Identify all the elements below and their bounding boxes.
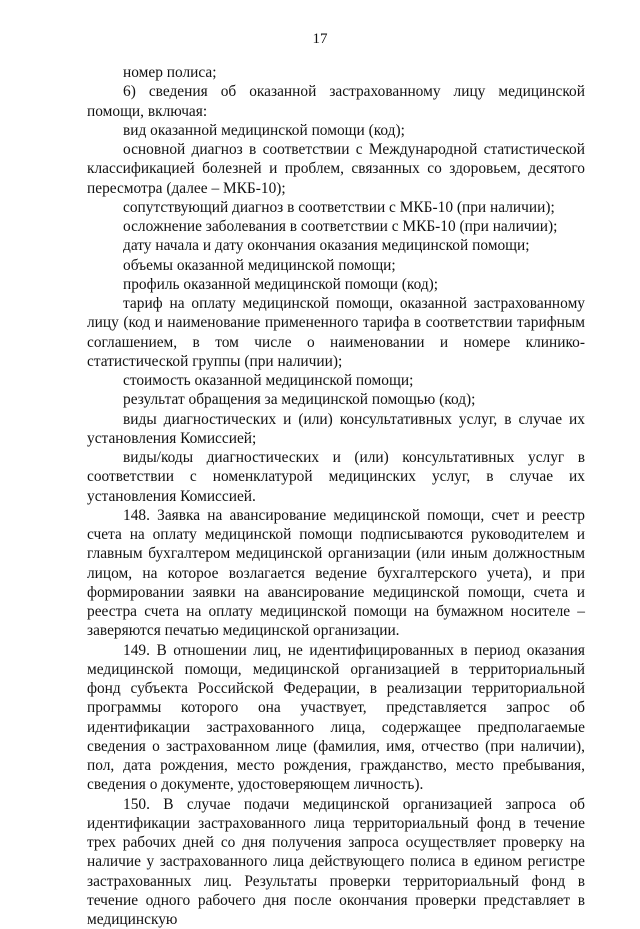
document-body: [87, 63, 585, 929]
list-item-care-type: вид оказанной медицинской помощи (код);: [87, 121, 585, 140]
page-number: 17: [0, 31, 640, 48]
list-item-service-codes: виды/коды диагностических и (или) консультативных услуг в соответствии с номенклатурой медицинских услуг, в случае их установления Комиссией.: [87, 448, 585, 506]
list-item-care-dates: дату начала и дату окончания оказания медицинской помощи;: [87, 236, 585, 255]
list-item-outcome: результат обращения за медицинской помощью (код);: [87, 390, 585, 409]
list-item-concomitant-diagnosis: сопутствующий диагноз в соответствии с МКБ-10 (при наличии);: [87, 198, 585, 217]
list-item-tariff: тариф на оплату медицинской помощи, оказанной застрахованному лицу (код и наименование примененного тарифа в соответствии тарифным соглашением, в том числе о наименовании и номере клинико-статистической группы (при наличии);: [87, 294, 585, 371]
paragraph-149: 149. В отношении лиц, не идентифицированных в период оказания медицинской помощи, медицинской организацией в территориальный фонд субъекта Российской Федерации, в реализации территориальной программы которого она участвует, представляется запрос об идентификации застрахованного лица, содержащее предполагаемые сведения о застрахованном лице (фамилия, имя, отчество (при наличии), пол, дата рождения, место рождения, гражданство, место пребывания, сведения о документе, удостоверяющем личность).: [87, 641, 585, 795]
list-item-main-diagnosis: основной диагноз в соответствии с Международной статистической классификацией болезней и проблем, связанных со здоровьем, десятого пересмотра (далее – МКБ-10);: [87, 140, 585, 198]
paragraph-150: 150. В случае подачи медицинской организацией запроса об идентификации застрахованного лица территориальный фонд в течение трех рабочих дней со дня получения запроса осуществляет проверку на наличие у застрахованного лица действующего полиса в едином регистре застрахованных лиц. Результаты проверки территориальный фонд в течение одного рабочего дня после окончания проверки представляет в медицинскую: [87, 795, 585, 929]
list-item-diagnostic-services: виды диагностических и (или) консультативных услуг, в случае их установления Комиссией;: [87, 410, 585, 449]
paragraph-care-info-intro: 6) сведения об оказанной застрахованному лицу медицинской помощи, включая:: [87, 82, 585, 121]
list-item-care-volume: объемы оказанной медицинской помощи;: [87, 256, 585, 275]
list-item-cost: стоимость оказанной медицинской помощи;: [87, 371, 585, 390]
list-item-complication: осложнение заболевания в соответствии с МКБ-10 (при наличии);: [87, 217, 585, 236]
paragraph-policy-number: номер полиса;: [87, 63, 585, 82]
list-item-care-profile: профиль оказанной медицинской помощи (код);: [87, 275, 585, 294]
paragraph-148: 148. Заявка на авансирование медицинской помощи, счет и реестр счета на оплату медицинской помощи подписываются руководителем и главным бухгалтером медицинской организации (или иным должностным лицом, на которое возлагается ведение бухгалтерского учета), и при формировании заявки на авансирование медицинской помощи, счета и реестра счета на оплату медицинской помощи на бумажном носителе – заверяются печатью медицинской организации.: [87, 506, 585, 641]
